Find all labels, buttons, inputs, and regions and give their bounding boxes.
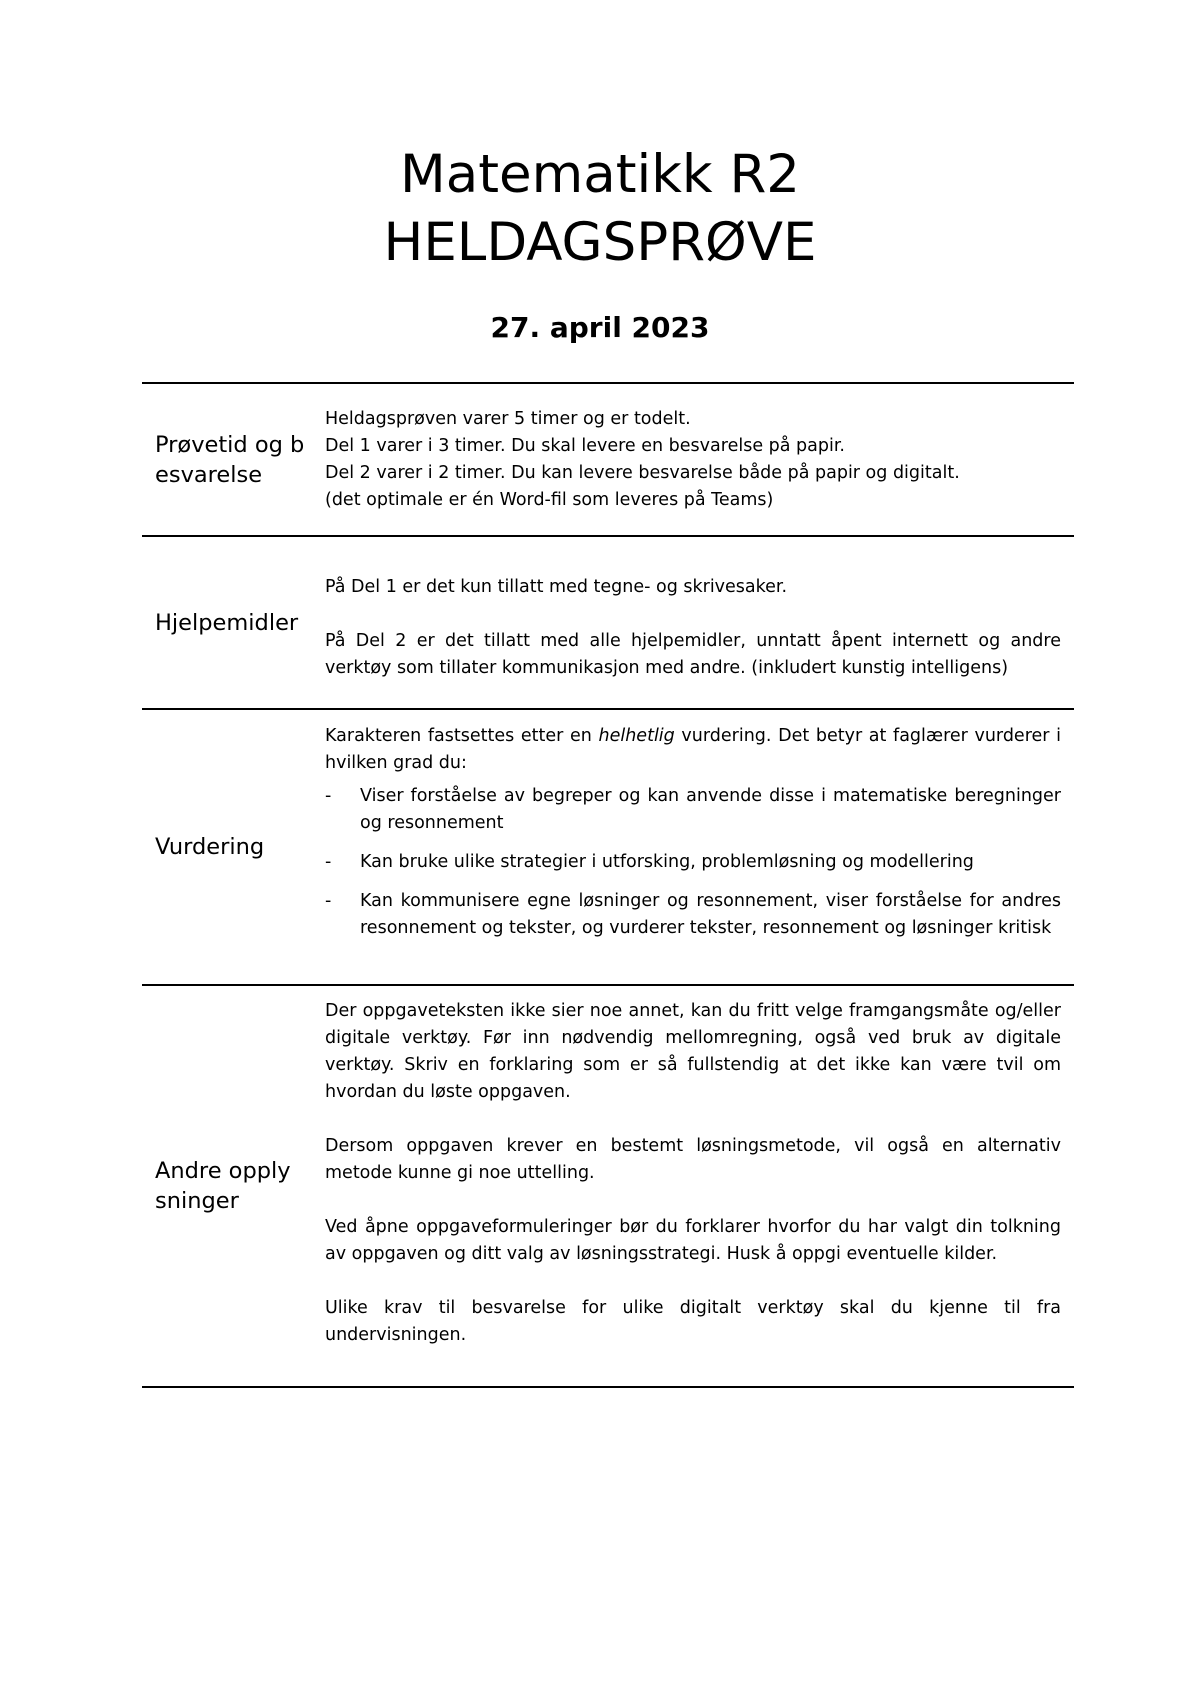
exam-date: 27. april 2023	[490, 311, 710, 344]
emphasis-text: helhetlig	[598, 726, 675, 746]
table-row-vurdering	[142, 710, 1074, 986]
text-line: Del 2 varer i 2 timer. Du kan levere besvarelse både på papir og digitalt.	[325, 463, 960, 483]
paragraph: På Del 1 er det kun tillatt med tegne- og skrivesaker.	[325, 577, 788, 597]
text-line: Heldagsprøven varer 5 timer og er todelt.	[325, 409, 691, 429]
text-line: Del 1 varer i 3 timer. Du skal levere en besvarelse på papir.	[325, 436, 845, 456]
row-content-vurdering	[312, 710, 1074, 984]
row-label-andre-opplysninger: Andre opplysninger	[155, 1158, 291, 1214]
document-title: Matematikk R2	[400, 144, 800, 205]
list-item-text: Viser forståelse av begreper og kan anvende disse i matematiske beregninger og resonnement	[360, 786, 1061, 833]
list-item-text: Kan bruke ulike strategier i utforsking, problemløsning og modellering	[360, 852, 974, 872]
paragraph: På Del 2 er det tillatt med alle hjelpemidler, unntatt åpent internett og andre verktøy som tillater kommunikasjon med andre. (inkludert kunstig intelligens)	[325, 631, 1061, 678]
paragraph: Der oppgaveteksten ikke sier noe annet, kan du fritt velge framgangsmåte og/eller digitale verktøy. Før inn nødvendig mellomregning, også ved bruk av digitale verktøy. Skriv en forklaring som er så fullstendig at det ikke kan være tvil om hvordan du løste oppgaven.	[325, 1001, 1061, 1102]
dash-marker: -	[325, 786, 332, 806]
intro-paragraph: Karakteren fastsettes etter en helhetlig vurdering. Det betyr at faglærer vurderer i hvilken grad du:	[325, 726, 1061, 773]
criteria-list	[325, 783, 1061, 942]
dash-marker: -	[325, 891, 332, 911]
table-row-andre-opplysninger	[142, 986, 1074, 1388]
paragraph: Dersom oppgaven krever en bestemt løsningsmetode, vil også en alternativ metode kunne gi noe uttelling.	[325, 1136, 1061, 1183]
row-label-provetid: Prøvetid og besvarelse	[155, 431, 305, 488]
row-content-andre-opplysninger	[312, 986, 1074, 1386]
row-label-cell	[142, 384, 312, 535]
row-label-cell	[142, 537, 312, 708]
paragraph: Ved åpne oppgaveformuleringer bør du forklarer hvorfor du har valgt din tolkning av oppgaven og ditt valg av løsningsstrategi. Husk å oppgi eventuelle kilder.	[325, 1217, 1061, 1264]
list-item	[325, 783, 1061, 837]
row-label-cell	[142, 986, 312, 1386]
document-subtitle: HELDAGSPRØVE	[383, 212, 817, 273]
table-row-hjelpemidler	[142, 537, 1074, 710]
list-item	[325, 888, 1061, 942]
list-item	[325, 849, 1061, 876]
row-content-hjelpemidler	[312, 537, 1074, 708]
dash-marker: -	[325, 852, 332, 872]
row-label-vurdering: Vurdering	[155, 834, 265, 860]
text-line: (det optimale er én Word-fil som leveres på Teams)	[325, 490, 774, 510]
list-item-text: Kan kommunisere egne løsninger og resonnement, viser forståelse for andres resonnement og tekster, og vurderer tekster, resonnement og løsninger kritisk	[360, 891, 1061, 938]
row-content-provetid	[312, 384, 1074, 535]
row-label-cell	[142, 710, 312, 984]
exam-info-table	[142, 382, 1074, 1388]
paragraph: Ulike krav til besvarelse for ulike digitalt verktøy skal du kjenne til fra undervisningen.	[325, 1298, 1061, 1345]
row-label-hjelpemidler: Hjelpemidler	[155, 609, 299, 636]
table-row-provetid	[142, 384, 1074, 537]
